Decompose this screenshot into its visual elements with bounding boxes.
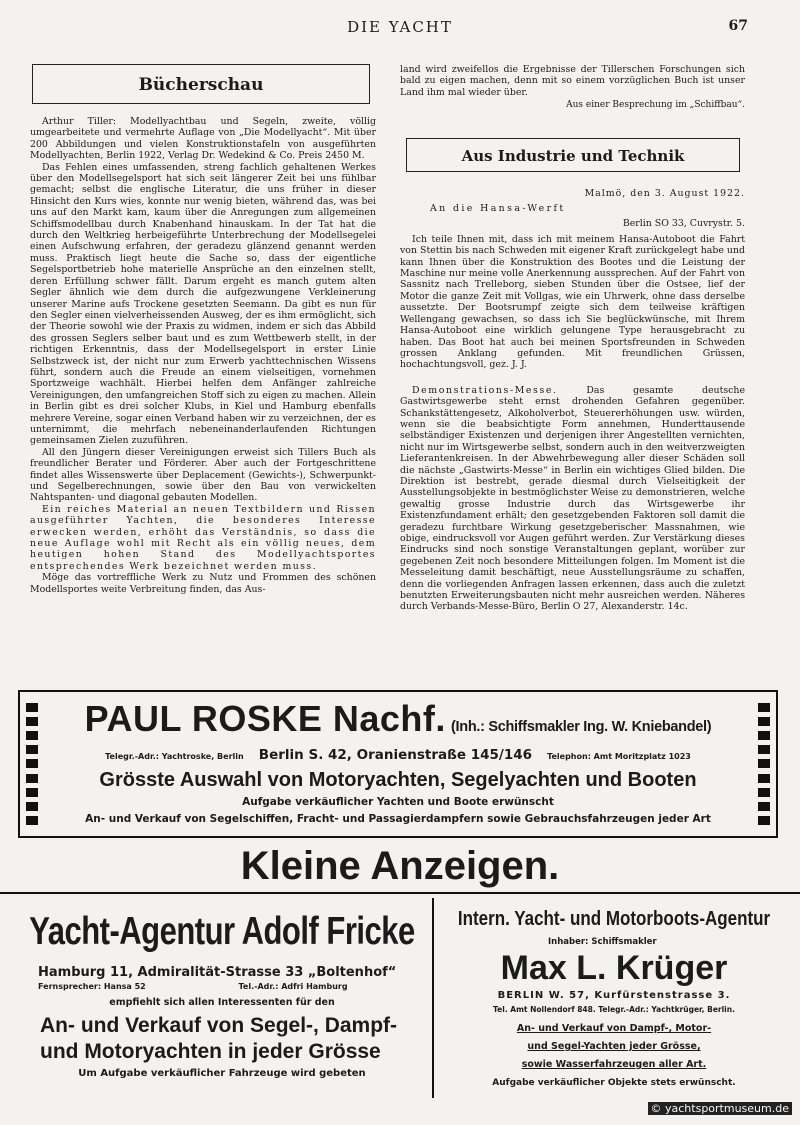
- messe-body: Das gesamte deutsche Gastwirtsgewerbe steht ernst drohenden Gefahren gegenüber. Schankstättengesetz, Alkoholverbot, Steuererhöhungen usw. würden, wenn sie die beabsichtigte Form annehmen, Hunderttausende selbständiger Existenzen und derjenigen ihrer Angestellten vernichten, nicht nur im Wirtsgewerbe selbst, sondern auch in den weitverzweigten Lieferantenkreisen. In der Abwehrbewegung aller dieser Schäden soll die nächste „Gastwirts-Messe“ in Berlin ein wichtiges Glied bilden. Die Direktion ist bestrebt, gerade diesmal durch Vielseitigkeit der Ausstellungsobjekte in bestmöglichster Weise zu demonstrieren, welche gewaltig grosse Industrie durch das Wirtsgewerbe ihr Existenzfundament erhält; den gesetzgebenden Faktoren soll damit die geradezu furchtbare Wirkung gesetzgeberischer Massnahmen, wie obige, eindrucksvoll vor Augen geführt werden. Zur Verstärkung dieses Eindrucks sind noch sonstige Veranstaltungen geplant, worüber zur gegebenen Zeit noch besondere Mitteilungen folgen. Im Moment ist die Messeleitung damit beschäftigt, neue Ausstellungsräume zu schaffen, denn die vorliegenden Anfragen lassen erkennen, dass auch die zuletzt benutzten Erweiterungsbauten nicht mehr ausreichen werden. Näheres durch Verbands-Messe-Büro, Berlin O 27, Alexanderstr. 14c.: [400, 384, 745, 613]
- ads-divider: [432, 898, 434, 1098]
- krueger-ad: [444, 895, 784, 1105]
- letter-date: Malmö, den 3. August 1922.: [584, 187, 745, 199]
- letter-address: Berlin SO 33, Cuvrystr. 5.: [622, 218, 745, 230]
- krueger-address: BERLIN W. 57, Kurfürstenstrasse 3.: [497, 990, 731, 1001]
- roske-phone: Telephon: Amt Moritzplatz 1023: [547, 752, 691, 761]
- roske-name: PAUL ROSKE Nachf.: [84, 698, 446, 739]
- krueger-name: Max L. Krüger: [500, 949, 728, 987]
- buecherschau-body: [30, 116, 376, 595]
- fricke-name: Yacht-Agentur Adolf Fricke: [29, 909, 415, 953]
- roske-telegram: Telegr.-Adr.: Yachtroske, Berlin: [105, 752, 244, 761]
- fricke-ad: [18, 895, 426, 1093]
- krueger-contact: Tel. Amt Nollendorf 848. Telegr.-Adr.: Yachtkrüger, Berlin.: [493, 1005, 735, 1014]
- roske-line1: Aufgabe verkäuflicher Yachten und Boote erwünscht: [242, 796, 554, 808]
- industrie-title: Aus Industrie und Technik: [406, 138, 740, 172]
- review-paragraph: Das Fehlen eines umfassenden, streng fachlich gehaltenen Werkes über den Modellsegelsport hat sich seit längerer Zeit bei uns fühlbar gemacht; selbst die englische Literatur, die uns früher in dieser Hinsicht den Kurs wies, konnte nur wenig bieten, während das, was bei uns auf den Markt kam, kaum über die Anregungen zum allgemeinen Schiffsmodellbau durch Knabenhand hinauskam. In der Tat hat die durch den Weltkrieg herbeigeführte Unterbrechung der Modellsegelei einen Aufschwung erfahren, der geradezu glänzend genannt werden muss. Praktisch liegt heute die Sache so, dass der eigentliche Segelsportbetrieb hohe materielle Ansprüche an den einzelnen stellt, deren Erfüllung schwer fällt. Darum ergeht es manch gutem alten Segler ähnlich wie dem durch die aufgezwungene Verkleinerung unserer Marine aufs Trockene gesetzten Seemann. Da gibt es nun für den Segler einen vielverheissenden Ausweg, der es ihm ermöglicht, sich der Theorie sowohl wie der Praxis zu widmen, indem er sich das Abbild des grossen Seglers selber baut und es zum Wettbewerb stellt, in der richtigen Erkenntnis, dass der Modellsegelsport in erster Linie Selbstzweck ist, der nicht nur zum Erwerb yachttechnischen Wissens führt, sondern auch die Freude an einem vielseitigen, vornehmen Sportzweige wachhält. Hierbei helfen dem Anfänger zahlreiche Vereinigungen, den umfangreichen Stoff sich zu eigen zu machen. Allein in Berlin gibt es drei solcher Klubs, in Kiel und Hamburg ebenfalls mehrere Vereine, sogar einen Verband haben wir zu verzeichnen, der es unternimmt, die mehrfach nebeneinanderlaufenden Richtungen gemeinsamen Zielen zuzuführen.: [30, 161, 376, 447]
- fricke-line1: An- und Verkauf von Segel-, Dampf-: [40, 1014, 398, 1037]
- letter-body: Ich teile Ihnen mit, dass ich mit meinem Hansa-Autoboot die Fahrt von Stettin bis nach Schweden mit eigener Kraft zurückgelegt habe und kann Ihnen über die Konstruktion des Bootes und die Leistung der Maschine nur meine volle Anerkennung aussprechen. Auf der Fahrt von Sassnitz nach Trelleborg, sieben Stunden über die Ostsee, lief der Motor die ganze Zeit mit Vollgas, wie ein Uhrwerk, ohne dass derselbe aussetzte. Der Bootsrumpf zeigte sich dem teilweise kräftigen Wellengang gewachsen, so dass ich Sie beglückwünsche, mit Ihrem Hansa-Autoboot eine wirklich gelungene Type herausgebracht zu haben. Das Boot hat auch bei meinen Sportsfreunden in Schweden grossen Anklang gefunden. Mit freundlichen Grüssen, hochachtungsvoll, gez. J. J.: [400, 233, 745, 371]
- krueger-line2: und Segel-Yachten jeder Grösse,: [527, 1041, 701, 1052]
- right-column: [400, 64, 745, 613]
- left-column: [30, 64, 376, 595]
- fricke-recommend: empfiehlt sich allen Interessenten für den: [109, 997, 335, 1008]
- film-border-left: [26, 700, 38, 828]
- kleine-anzeigen-title: Kleine Anzeigen.: [240, 844, 560, 888]
- krueger-owner: Inhaber: Schiffsmakler: [548, 937, 657, 947]
- review-paragraph: All den Jüngern dieser Vereinigungen erweist sich Tillers Buch als freundlicher Berater und Förderer. Aber auch der Fortgeschrittene findet alles Wissenswerte über Deplacement (Gewichts-), Schwerpunkt- und Segelberechnungen, sowie über den Bau von verwickelten Nahtspanten- und diagonal gebauten Modellen.: [30, 446, 376, 504]
- fricke-phone: Fernsprecher: Hansa 52: [38, 982, 146, 991]
- watermark: © yachtsportmuseum.de: [648, 1102, 792, 1115]
- roske-address: Berlin S. 42, Oranienstraße 145/146: [258, 747, 532, 763]
- roske-slogan: Grösste Auswahl von Motoryachten, Segelyachten und Booten: [99, 769, 697, 791]
- krueger-line1: An- und Verkauf von Dampf-, Motor-: [516, 1023, 712, 1034]
- roske-owner: (Inh.: Schiffsmakler Ing. W. Kniebandel): [451, 719, 712, 735]
- messe-heading: Demonstrations-Messe.: [412, 384, 558, 396]
- krueger-header: Intern. Yacht- und Motorboots-Agentur: [457, 907, 771, 930]
- review-paragraph-spaced: Ein reiches Material an neuen Textbildern und Rissen ausgeführter Yachten, die besonderes Interesse erwecken werden, erhöht das Verständnis, so dass die neue Auflage wohl mit Recht als ein völlig neues, dem heutigen hohen Stand des Modellyachtsportes entsprechendes Werk bezeichnet werden muss.: [30, 503, 376, 572]
- running-header: DIE YACHT: [347, 18, 453, 36]
- review-paragraph: Möge das vortreffliche Werk zu Nutz und Frommen des schönen Modellsportes weite Verbreitung finden, das Aus-: [30, 572, 376, 595]
- fricke-line2: und Motoryachten in jeder Grösse: [40, 1040, 381, 1063]
- film-border-right: [758, 700, 770, 828]
- letter-recipient: An die Hansa-Werft: [430, 203, 566, 215]
- krueger-footer: Aufgabe verkäuflicher Objekte stets erwünscht.: [492, 1078, 736, 1088]
- page-number: 67: [728, 18, 748, 34]
- fricke-footer: Um Aufgabe verkäuflicher Fahrzeuge wird gebeten: [78, 1068, 366, 1079]
- kleine-anzeigen-band: [0, 840, 800, 894]
- review-continuation: land wird zweifellos die Ergebnisse der Tillerschen Forschungen sich bald zu eigen machen, denn mit so einem vorzüglichen Buch ist unser Land ihm mal wieder über.: [400, 64, 745, 98]
- buecherschau-title: Bücherschau: [32, 64, 370, 104]
- fricke-telegram: Tel.-Adr.: Adfri Hamburg: [238, 982, 348, 991]
- roske-line2: An- und Verkauf von Segelschiffen, Fracht- und Passagierdampfern sowie Gebrauchsfahrzeugen jeder Art: [85, 813, 711, 825]
- fricke-address: Hamburg 11, Admiralität-Strasse 33 „Boltenhof“: [38, 965, 397, 980]
- book-citation: Arthur Tiller: Modellyachtbau und Segeln, zweite, völlig umgearbeitete und vermehrte Auflage von „Die Modellyacht“. Mit über 200 Abbildungen und vielen Konstruktionstafeln von ausgeführten Modellyachten, Berlin 1922, Verlag Dr. Wedekind & Co. Preis 2450 M.: [30, 116, 376, 162]
- krueger-line3: sowie Wasserfahrzeugen aller Art.: [521, 1059, 707, 1070]
- source-note: Aus einer Besprechung im „Schiffbau“.: [566, 100, 745, 111]
- roske-ad: [18, 690, 778, 838]
- messe-block: [400, 385, 745, 613]
